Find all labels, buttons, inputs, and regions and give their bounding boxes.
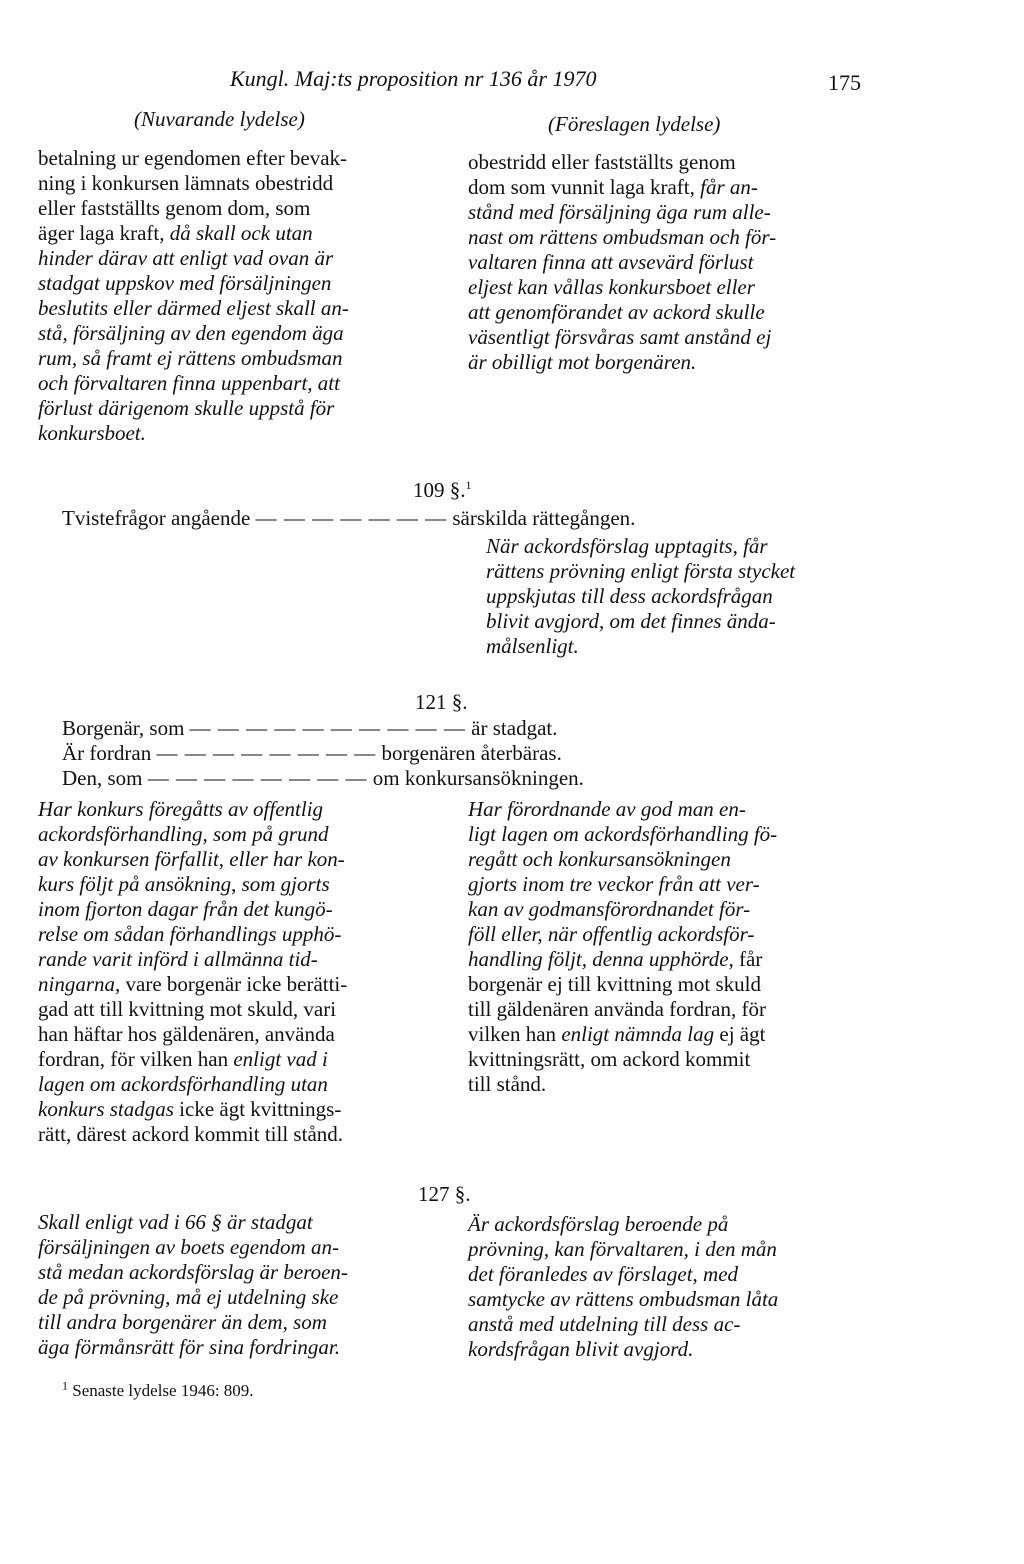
text-line — [38, 321, 448, 346]
section-121-shared-lines — [62, 716, 584, 791]
text-segment: Skall enligt vad i 66 § är stadgat — [38, 1210, 313, 1234]
text-segment: ej ägt — [714, 1022, 766, 1046]
text-line — [468, 200, 878, 225]
text-segment: hinder därav att enligt vad ovan är — [38, 246, 334, 270]
text-segment: kurs följt på ansökning, som gjorts — [38, 872, 330, 896]
text-line — [468, 275, 878, 300]
text-line — [468, 1287, 878, 1312]
text-segment: det föranledes av förslaget, med — [468, 1262, 739, 1286]
text-line — [468, 1072, 878, 1097]
text-segment: rande varit införd i allmänna tid- — [38, 947, 318, 971]
text-line — [38, 1072, 458, 1097]
text-line — [38, 947, 458, 972]
text-segment: får — [733, 947, 763, 971]
text-line: När ackordsförslag upptagits, får — [486, 534, 768, 558]
line-end: borgenären återbäras. — [381, 741, 562, 765]
text-line — [38, 997, 458, 1022]
text-line — [38, 371, 448, 396]
text-segment: lagen om ackordsförhandling utan — [38, 1072, 328, 1096]
text-segment: nast om rättens ombudsman och för- — [468, 225, 777, 249]
text-segment: till gäldenären använda fordran, för — [468, 997, 766, 1021]
right-column-heading: (Föreslagen lydelse) — [548, 112, 721, 136]
text-line — [38, 1260, 458, 1285]
text-segment: vilken han — [468, 1022, 562, 1046]
text-line — [38, 396, 448, 421]
text-segment: försäljningen av boets egendom an- — [38, 1235, 339, 1259]
text-line — [468, 1022, 878, 1047]
text-line — [38, 271, 448, 296]
text-line — [38, 1097, 458, 1122]
omission-dashes: — — — — — — — — [255, 506, 448, 530]
text-segment: anstå med utdelning till dess ac- — [468, 1312, 741, 1336]
text-segment: till stånd. — [468, 1072, 547, 1096]
footnote-marker: 1 — [465, 478, 472, 492]
text-line — [468, 300, 878, 325]
text-line — [38, 872, 458, 897]
text-segment: och förvaltaren finna uppenbart, att — [38, 371, 340, 395]
text-line — [468, 175, 878, 200]
text-line — [38, 1285, 458, 1310]
text-segment: fordran, för vilken han — [38, 1047, 234, 1071]
text-segment: äger laga kraft, — [38, 221, 170, 245]
text-segment: betalning ur egendomen efter bevak- — [38, 146, 348, 170]
text-segment: ackordsförhandling, som på grund — [38, 822, 329, 846]
omission-dashes: — — — — — — — — — [147, 766, 368, 790]
text-segment: förlust därigenom skulle uppstå för — [38, 396, 335, 420]
text-segment: gad att till kvittning mot skuld, vari — [38, 997, 337, 1021]
text-segment: kvittningsrätt, om ackord kommit — [468, 1047, 751, 1071]
text-line — [38, 797, 458, 822]
text-segment: ligt lagen om ackordsförhandling fö- — [468, 822, 778, 846]
text-line: målsenligt. — [486, 634, 579, 658]
text-line — [38, 972, 458, 997]
text-segment: rum, så framt ej rättens ombudsman — [38, 346, 343, 370]
text-segment: dom som vunnit laga kraft, — [468, 175, 701, 199]
text-segment: handling följt, denna upphörde, — [468, 947, 734, 971]
text-line — [468, 1262, 878, 1287]
text-line — [468, 972, 878, 997]
section-109-heading: 109 §.$^1$ — [413, 478, 472, 502]
text-segment: , vare borgenär icke berätti- — [115, 972, 348, 996]
left-column-heading: (Nuvarande lydelse) — [134, 107, 305, 131]
text-line — [38, 171, 448, 196]
text-line — [468, 797, 878, 822]
text-line — [468, 922, 878, 947]
text-segment: gjorts inom tre veckor från att ver- — [468, 872, 760, 896]
text-line — [38, 1210, 458, 1235]
text-line — [468, 1237, 878, 1262]
text-segment: inom fjorton dagar från det kungö- — [38, 897, 333, 921]
section-121-right-text — [468, 797, 878, 1097]
text-segment: samtycke av rättens ombudsman låta — [468, 1287, 779, 1311]
text-segment: eljest kan vållas konkursboet eller — [468, 275, 755, 299]
text-line — [468, 250, 878, 275]
text-line — [38, 296, 448, 321]
text-line — [38, 221, 448, 246]
text-line — [38, 1022, 458, 1047]
omission-dashes: — — — — — — — — — — — [189, 716, 466, 740]
line-start: Borgenär, som — [62, 716, 185, 740]
footnote — [62, 1378, 254, 1403]
section-127-right-text — [468, 1212, 878, 1362]
line-start: Är fordran — [62, 741, 152, 765]
text-segment: enligt vad i — [233, 1047, 328, 1071]
text-segment: konkursboet. — [38, 421, 146, 445]
text-line — [468, 1337, 878, 1362]
text-segment: är obilligt mot borgenären. — [468, 350, 697, 374]
text-line — [38, 897, 458, 922]
text-line — [38, 822, 458, 847]
text-segment: äga förmånsrätt för sina fordringar. — [38, 1335, 341, 1359]
text-line — [468, 350, 878, 375]
text-line — [468, 872, 878, 897]
footnote-number: 1 — [62, 1378, 68, 1393]
text-line: blivit avgjord, om det finnes ända- — [486, 609, 776, 633]
text-line — [468, 847, 878, 872]
block1-left-text — [38, 146, 448, 446]
text-segment: rätt, därest ackord kommit till stånd. — [38, 1122, 344, 1146]
shared-text-line — [62, 766, 584, 791]
line-end: om konkursansökningen. — [372, 766, 584, 790]
text-line — [468, 1312, 878, 1337]
section-109-line-end: särskilda rättegången. — [452, 506, 636, 530]
section-121-heading: 121 §. — [415, 690, 468, 714]
text-line — [38, 847, 458, 872]
text-segment: konkurs stadgas — [38, 1097, 174, 1121]
text-segment: får an- — [700, 175, 758, 199]
text-line — [38, 1310, 458, 1335]
text-segment: att genomförandet av ackord skulle — [468, 300, 765, 324]
text-segment: väsentligt försvåras samt anstånd ej — [468, 325, 772, 349]
text-line — [38, 1335, 458, 1360]
text-line — [468, 150, 878, 175]
text-line — [38, 146, 448, 171]
text-segment: Har förordnande av god man en- — [468, 797, 746, 821]
text-segment: icke ägt kvittnings- — [173, 1097, 342, 1121]
text-line — [38, 1122, 458, 1147]
shared-text-line — [62, 716, 584, 741]
omission-dashes: — — — — — — — — — [156, 741, 377, 765]
shared-text-line — [62, 741, 584, 766]
text-segment: av konkursen förfallit, eller har kon- — [38, 847, 345, 871]
text-segment: kordsfrågan blivit avgjord. — [468, 1337, 694, 1361]
text-line — [468, 225, 878, 250]
text-line — [38, 922, 458, 947]
text-line — [468, 822, 878, 847]
footnote-text: Senaste lydelse 1946: 809. — [72, 1381, 254, 1400]
text-segment: Är ackordsförslag beroende på — [468, 1212, 729, 1236]
text-segment: enligt nämnda lag — [561, 1022, 715, 1046]
line-end: är stadgat. — [471, 716, 558, 740]
section-121-left-text — [38, 797, 458, 1147]
text-segment: ningarna — [38, 972, 116, 996]
section-109-shared-line — [62, 506, 635, 531]
text-line — [468, 947, 878, 972]
text-line — [468, 1212, 878, 1237]
text-segment: beslutits eller därmed eljest skall an- — [38, 296, 349, 320]
text-segment: valtaren finna att avsevärd förlust — [468, 250, 754, 274]
text-segment: relse om sådan förhandlings upphö- — [38, 922, 342, 946]
text-line — [468, 1047, 878, 1072]
text-segment: eller fastställts genom dom, som — [38, 196, 311, 220]
text-line — [38, 1047, 458, 1072]
running-title: Kungl. Maj:ts proposition nr 136 år 1970 — [230, 66, 597, 91]
text-segment: stånd med försäljning äga rum alle- — [468, 200, 771, 224]
text-segment: stå medan ackordsförslag är beroen- — [38, 1260, 348, 1284]
text-segment: föll eller, när offentlig ackordsför- — [468, 922, 755, 946]
text-segment: regått och konkursansökningen — [468, 847, 731, 871]
page-number: 175 — [828, 70, 861, 95]
text-line — [38, 246, 448, 271]
text-segment: han häftar hos gäldenären, använda — [38, 1022, 335, 1046]
text-line — [468, 897, 878, 922]
section-109-line-start: Tvistefrågor angående — [62, 506, 251, 530]
text-line: uppskjutas till dess ackordsfrågan — [486, 584, 773, 608]
text-segment: till andra borgenärer än dem, som — [38, 1310, 327, 1334]
text-segment: kan av godmansförordnandet för- — [468, 897, 751, 921]
text-line — [38, 196, 448, 221]
section-109-right-text — [486, 534, 876, 659]
section-127-left-text — [38, 1210, 458, 1360]
block1-right-text — [468, 150, 878, 375]
text-line — [38, 1235, 458, 1260]
text-segment: borgenär ej till kvittning mot skuld — [468, 972, 762, 996]
text-line — [38, 421, 448, 446]
text-segment: då skall ock utan — [169, 221, 313, 245]
text-line — [468, 997, 878, 1022]
text-segment: ning i konkursen lämnats obestridd — [38, 171, 334, 195]
text-line — [468, 325, 878, 350]
text-segment: stå, försäljning av den egendom äga — [38, 321, 344, 345]
text-segment: de på prövning, må ej utdelning ske — [38, 1285, 339, 1309]
text-segment: Har konkurs föregåtts av offentlig — [38, 797, 324, 821]
text-segment: obestridd eller fastställts genom — [468, 150, 736, 174]
section-127-heading: 127 §. — [418, 1182, 471, 1206]
text-segment: prövning, kan förvaltaren, i den mån — [468, 1237, 777, 1261]
text-segment: stadgat uppskov med försäljningen — [38, 271, 332, 295]
line-start: Den, som — [62, 766, 143, 790]
text-line — [38, 346, 448, 371]
text-line: rättens prövning enligt första stycket — [486, 559, 796, 583]
